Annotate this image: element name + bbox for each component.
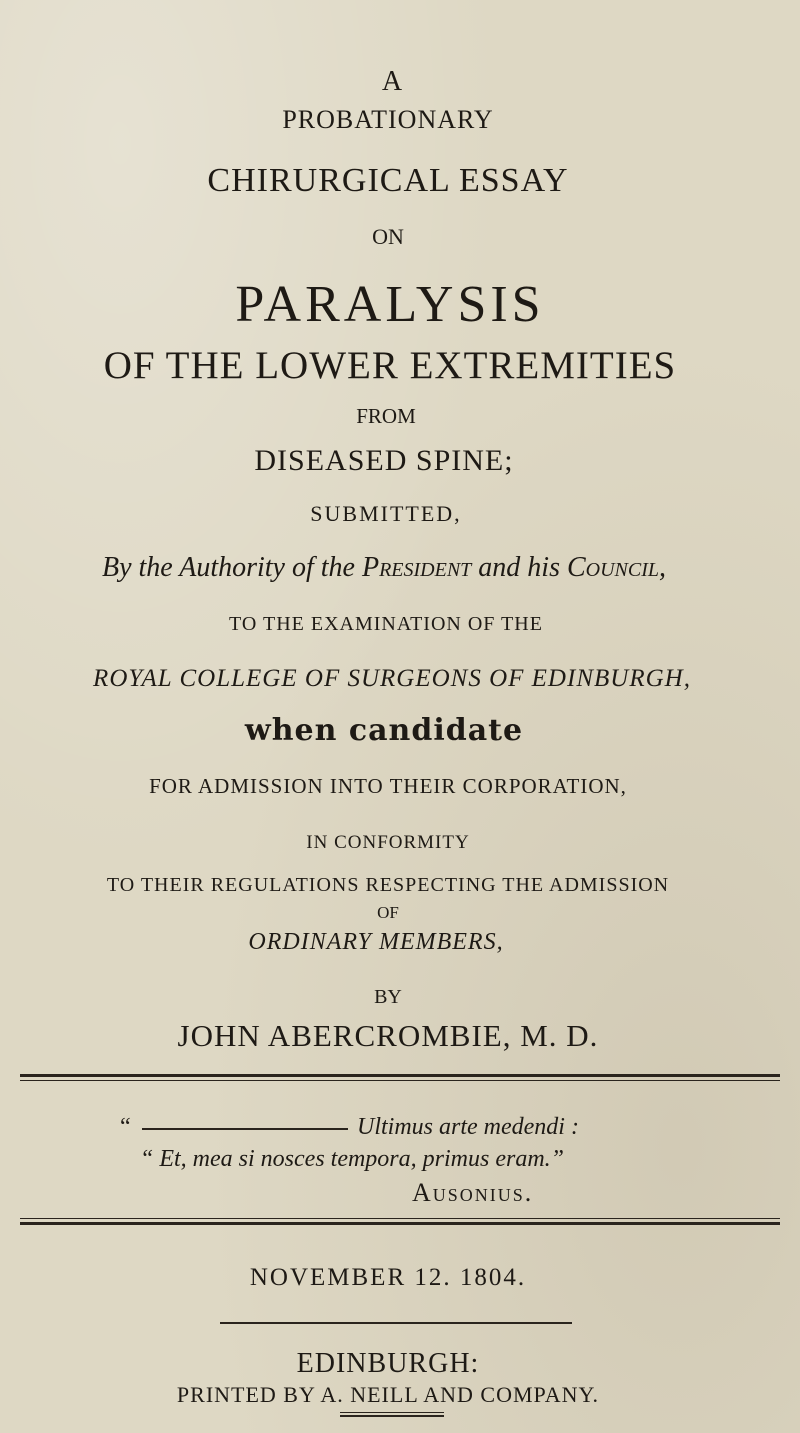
- authority-pre: By the Authority of the: [101, 552, 362, 583]
- title-diseased-spine: DISEASED SPINE;: [254, 444, 514, 477]
- title-paralysis: PARALYSIS: [235, 276, 545, 333]
- authority-president: President: [361, 552, 472, 583]
- rule-bottom-1: [20, 1218, 780, 1219]
- ornamental-rule: [220, 1322, 572, 1324]
- imprint-city: EDINBURGH:: [296, 1348, 480, 1379]
- author-line: JOHN ABERCROMBIE, M. D.: [177, 1018, 599, 1053]
- conformity-line: IN CONFORMITY: [306, 832, 470, 853]
- rule-bottom-2: [20, 1222, 780, 1225]
- epigraph-line2: “ Et, mea si nosces tempora, primus eram.”: [140, 1146, 564, 1172]
- imprint-rule-1: [340, 1412, 444, 1413]
- rule-top-1: [20, 1074, 780, 1077]
- epigraph-line1: Ultimus arte medendi :: [357, 1114, 579, 1140]
- title-from: FROM: [356, 404, 416, 428]
- epigraph-dash: [142, 1128, 348, 1130]
- imprint-rule-2: [340, 1415, 444, 1417]
- regulations-line: TO THEIR REGULATIONS RESPECTING THE ADMISSION: [106, 874, 670, 896]
- title-chirurgical-essay: CHIRURGICAL ESSAY: [207, 162, 569, 199]
- epigraph-open-quote: “: [120, 1114, 131, 1140]
- to-examination-line: TO THE EXAMINATION OF THE: [229, 613, 543, 635]
- when-candidate-line: when candidate: [244, 713, 524, 748]
- rule-top-2: [20, 1080, 780, 1081]
- by-line: BY: [374, 986, 402, 1008]
- admission-line: FOR ADMISSION INTO THEIR CORPORATION,: [149, 774, 627, 798]
- title-on: ON: [372, 224, 404, 249]
- epigraph-attribution: Ausonius.: [412, 1178, 534, 1207]
- royal-college-line: ROYAL COLLEGE OF SURGEONS OF EDINBURGH,: [93, 665, 691, 692]
- imprint-printer: PRINTED BY A. NEILL AND COMPANY.: [176, 1382, 600, 1407]
- ordinary-members-line: ORDINARY MEMBERS,: [248, 929, 504, 955]
- submitted-line: SUBMITTED,: [310, 501, 462, 526]
- date-line: NOVEMBER 12. 1804.: [249, 1264, 527, 1291]
- authority-mid: and his: [471, 552, 567, 583]
- title-probationary: PROBATIONARY: [282, 105, 494, 134]
- article-a: A: [381, 66, 403, 97]
- authority-council: Council,: [566, 552, 667, 583]
- title-lower-extremities: OF THE LOWER EXTREMITIES: [103, 344, 677, 387]
- authority-line: [0, 554, 784, 582]
- of-line: OF: [377, 903, 399, 922]
